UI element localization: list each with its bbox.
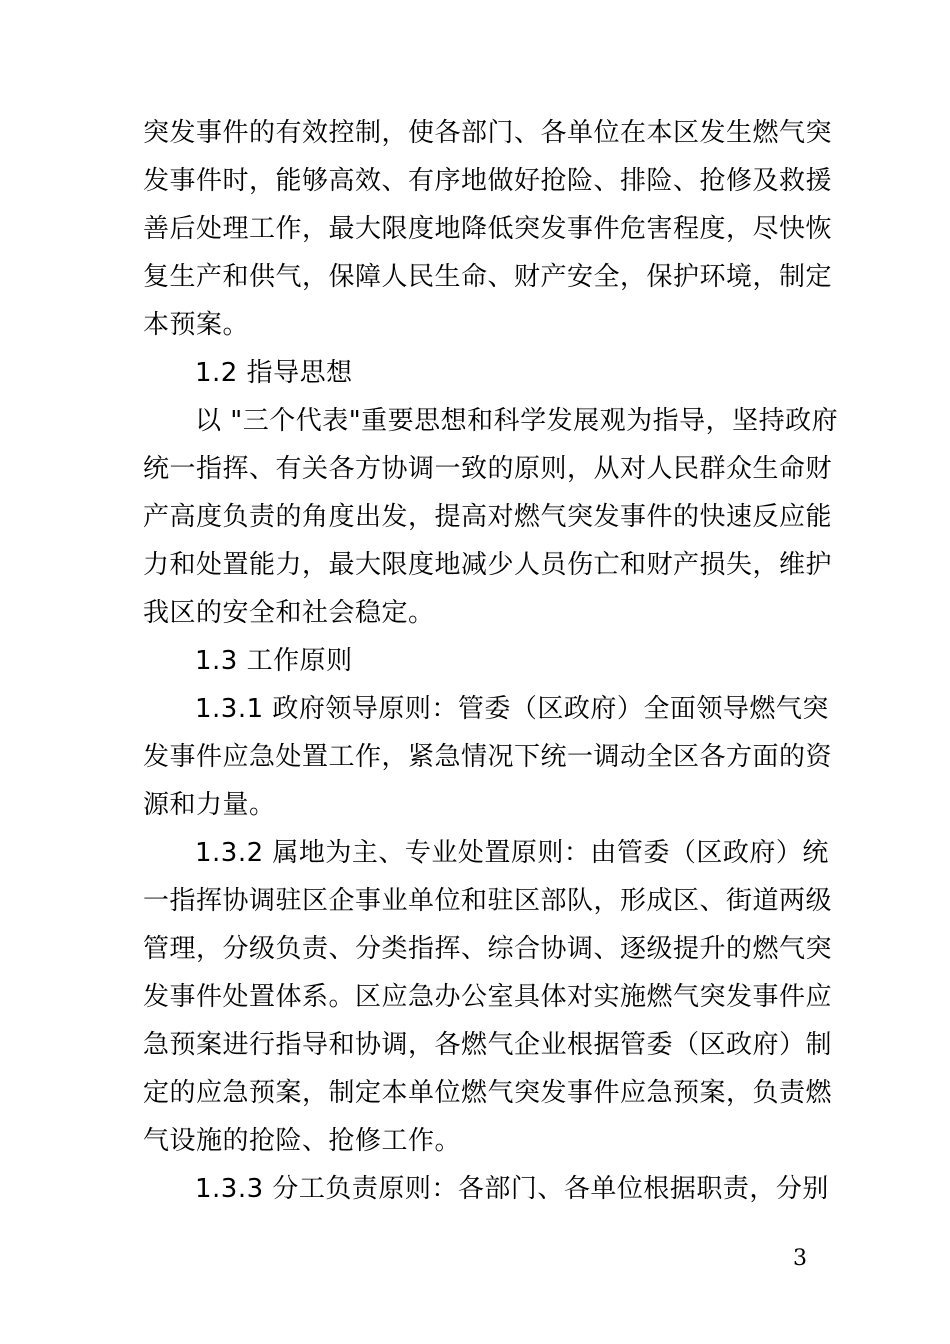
text-line: 以 "三个代表"重要思想和科学发展观为指导，坚持政府 [195, 406, 839, 436]
text-line: 发事件应急处置工作，紧急情况下统一调动全区各方面的资 [143, 742, 833, 772]
text-line: 本预案。 [143, 310, 250, 340]
text-line: 1.3.3 分工负责原则：各部门、各单位根据职责，分别 [195, 1174, 829, 1204]
text-line: 定的应急预案，制定本单位燃气突发事件应急预案，负责燃 [143, 1078, 833, 1108]
text-line: 1.3.2 属地为主、专业处置原则：由管委（区政府）统 [195, 838, 829, 868]
text-line: 力和处置能力，最大限度地减少人员伤亡和财产损失，维护 [143, 550, 833, 580]
text-line: 我区的安全和社会稳定。 [143, 598, 435, 628]
text-line: 急预案进行指导和协调，各燃气企业根据管委（区政府）制 [143, 1030, 833, 1060]
text-line: 复生产和供气，保障人民生命、财产安全，保护环境，制定 [143, 262, 833, 292]
text-line: 发事件时，能够高效、有序地做好抢险、排险、抢修及救援 [143, 166, 833, 196]
section-heading: 1.3 工作原则 [195, 646, 353, 676]
text-line: 突发事件的有效控制，使各部门、各单位在本区发生燃气突 [143, 118, 833, 148]
text-line: 管理，分级负责、分类指挥、综合协调、逐级提升的燃气突 [143, 934, 833, 964]
text-line: 一指挥协调驻区企事业单位和驻区部队，形成区、街道两级 [143, 886, 833, 916]
text-line: 气设施的抢险、抢修工作。 [143, 1126, 462, 1156]
text-line: 1.3.1 政府领导原则：管委（区政府）全面领导燃气突 [195, 694, 829, 724]
section-heading: 1.2 指导思想 [195, 358, 353, 388]
text-line: 统一指挥、有关各方协调一致的原则，从对人民群众生命财 [143, 454, 833, 484]
text-line: 产高度负责的角度出发，提高对燃气突发事件的快速反应能 [143, 502, 833, 532]
page-number: 3 [793, 1246, 807, 1271]
text-line: 发事件处置体系。区应急办公室具体对实施燃气突发事件应 [143, 982, 833, 1012]
text-line: 源和力量。 [143, 790, 276, 820]
text-line: 善后处理工作，最大限度地降低突发事件危害程度，尽快恢 [143, 214, 833, 244]
